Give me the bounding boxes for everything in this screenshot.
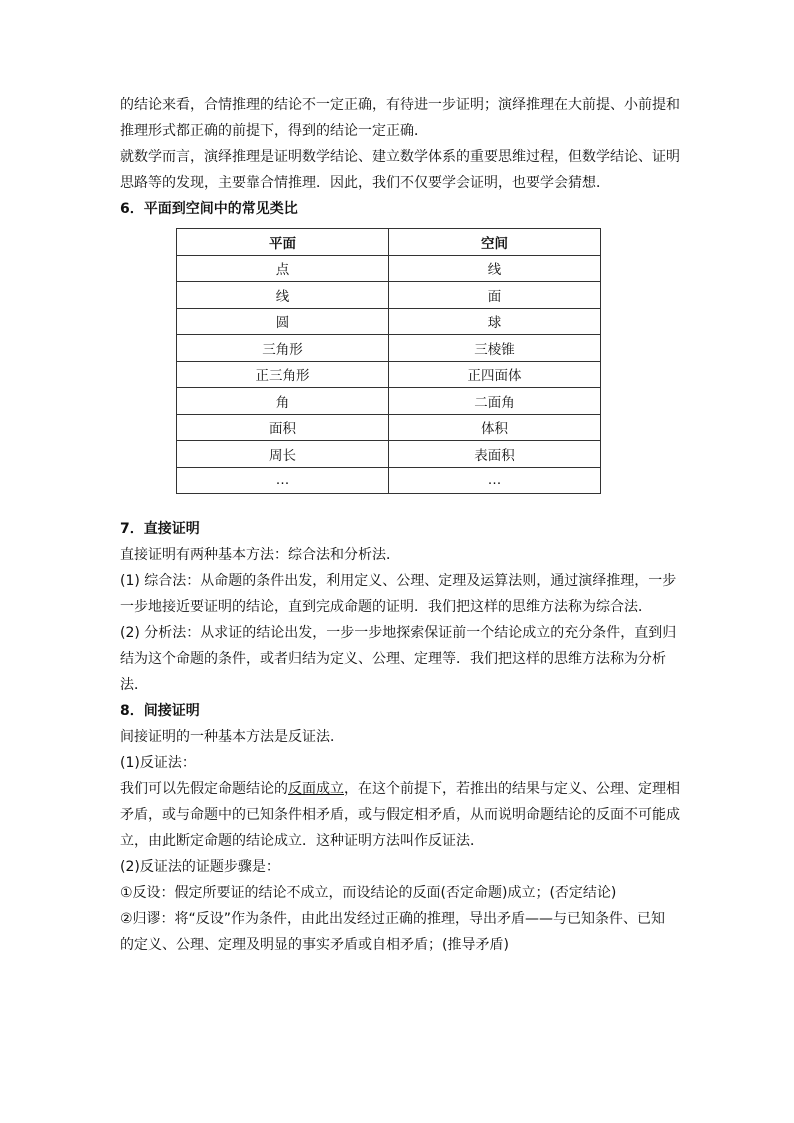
paragraph-line: 结为这个命题的条件，或者归结为定义、公理、定理等．我们把这样的思维方法称为分析 [120,651,666,667]
table-cell: … [177,467,389,494]
table-cell: 正三角形 [177,361,389,388]
table-cell: 二面角 [389,388,601,415]
paragraph-line: 一步地接近要证明的结论，直到完成命题的证明．我们把这样的思维方法称为综合法． [120,599,652,615]
document-page [120,92,680,958]
table-row [177,308,601,335]
table-cell: 周长 [177,441,389,468]
paragraph-line: (1) 综合法：从命题的条件出发，利用定义、公理、定理及运算法则，通过演绎推理，一步 [120,573,677,589]
step-line: ①反设：假定所要证的结论不成立，而设结论的反面(否定命题)成立；(否定结论) [120,885,617,901]
paragraph-line: 的结论来看，合情推理的结论不一定正确，有待进一步证明；演绎推理在大前提、小前提和 [120,97,680,113]
paragraph-line: 间接证明的一种基本方法是反证法． [120,729,344,745]
underlined-term: 反面成立 [288,781,344,797]
paragraph-line: 法． [120,677,148,693]
analogy-table [176,228,601,494]
paragraph-line [120,776,680,802]
table-header-plane: 平面 [177,229,389,256]
text-segment: 我们可以先假定命题结论的 [120,781,288,797]
table-row [177,467,601,494]
table-row [177,414,601,441]
table-cell: 角 [177,388,389,415]
table-cell: 线 [389,255,601,282]
table-cell: 圆 [177,308,389,335]
paragraph-line: 立，由此断定命题的结论成立．这种证明方法叫作反证法． [120,833,484,849]
paragraph-line: 思路等的发现，主要靠合情推理．因此，我们不仅要学会证明，也要学会猜想． [120,175,610,191]
section-8-heading: 8．间接证明 [120,703,200,719]
table-row [177,335,601,362]
table-cell: 正四面体 [389,361,601,388]
table-cell: 球 [389,308,601,335]
text-segment: ，在这个前提下，若推出的结果与定义、公理、定理相 [344,781,680,797]
subheading-line: (2)反证法的证题步骤是： [120,859,280,875]
paragraph-line: (2) 分析法：从求证的结论出发，一步一步地探索保证前一个结论成立的充分条件，直到归 [120,625,677,641]
paragraph-line: 就数学而言，演绎推理是证明数学结论、建立数学体系的重要思维过程，但数学结论、证明 [120,149,680,165]
table-header-space: 空间 [389,229,601,256]
table-cell: 线 [177,282,389,309]
table-header-row [177,229,601,256]
table-cell: 点 [177,255,389,282]
table-row [177,441,601,468]
table-cell: 面 [389,282,601,309]
table-row [177,388,601,415]
table-cell: 三棱锥 [389,335,601,362]
step-line: 的定义、公理、定理及明显的事实矛盾或自相矛盾；(推导矛盾) [120,937,509,953]
paragraph-line: 推理形式都正确的前提下，得到的结论一定正确． [120,123,428,139]
section-7-heading: 7．直接证明 [120,521,200,537]
table-cell: 表面积 [389,441,601,468]
table-row [177,361,601,388]
paragraph-line: 矛盾，或与命题中的已知条件相矛盾，或与假定相矛盾，从而说明命题结论的反面不可能成 [120,807,680,823]
subheading-line: (1)反证法： [120,755,196,771]
table-row [177,282,601,309]
table-cell: 面积 [177,414,389,441]
table-cell: 三角形 [177,335,389,362]
paragraph-line: 直接证明有两种基本方法：综合法和分析法． [120,547,400,563]
table-cell: 体积 [389,414,601,441]
table-row [177,255,601,282]
section-6-heading: 6．平面到空间中的常见类比 [120,201,298,217]
step-line: ②归谬：将“反设”作为条件，由此出发经过正确的推理，导出矛盾——与已知条件、已知 [120,911,666,927]
table-cell: … [389,467,601,494]
